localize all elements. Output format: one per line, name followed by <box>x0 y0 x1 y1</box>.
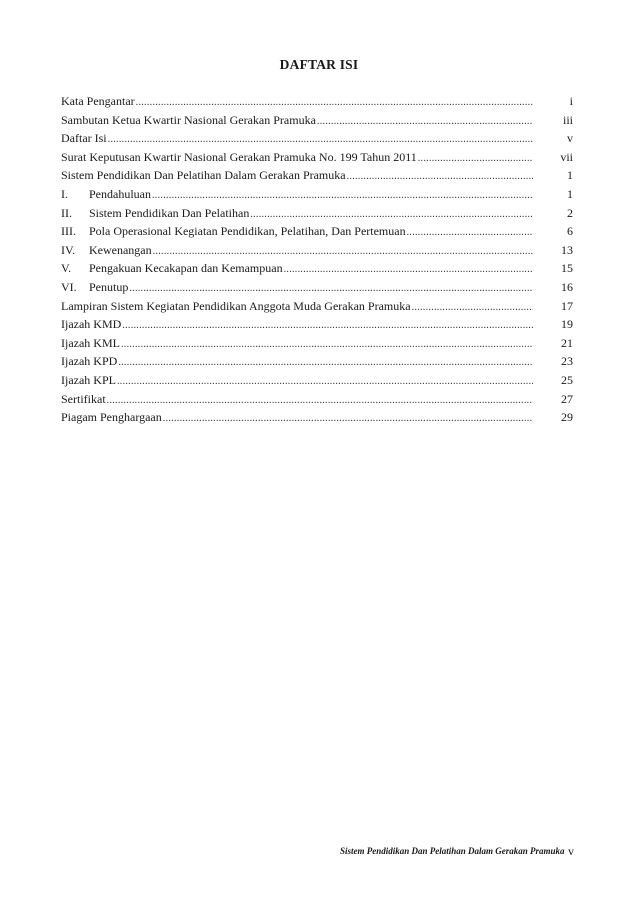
toc-dot-leader <box>163 410 533 429</box>
toc-dot-leader <box>418 150 533 169</box>
toc-dot-leader <box>284 261 533 280</box>
toc-entry <box>61 129 573 148</box>
toc-entry <box>61 334 573 353</box>
toc-entry-label: Kata Pengantar <box>61 94 135 108</box>
toc-entry <box>61 278 573 297</box>
footer-page-number: v <box>568 844 574 858</box>
toc-entry-label: Sambutan Ketua Kwartir Nasional Gerakan Pramuka <box>61 112 316 127</box>
toc-entry <box>61 111 573 130</box>
toc-entry-label: Lampiran Sistem Kegiatan Pendidikan Anggota Muda Gerakan Pramuka <box>61 298 411 313</box>
toc-dot-leader <box>412 299 533 318</box>
toc-entry <box>61 241 573 260</box>
toc-entry-page: 1 <box>567 186 573 201</box>
footer-book-title: Sistem Pendidikan Dan Pelatihan Dalam Gerakan Pramuka <box>340 846 565 856</box>
toc-entry-label: Pengakuan Kecakapan dan Kemampuan <box>89 261 283 276</box>
toc-entry <box>61 204 573 223</box>
toc-dot-leader <box>107 392 533 411</box>
toc-entry-label: Ijazah KMD <box>61 317 122 332</box>
toc-dot-leader <box>118 354 533 373</box>
toc-entry-number: II. <box>61 205 72 220</box>
toc-entry-label: Ijazah KPL <box>61 372 116 387</box>
toc-entry <box>61 371 573 390</box>
toc-entry <box>61 408 573 427</box>
toc-entry-number: III. <box>61 224 76 239</box>
toc-dot-leader <box>347 168 533 187</box>
toc-entry-label: Sistem Pendidikan Dan Pelatihan <box>89 205 250 220</box>
toc-entry-label: Daftar Isi <box>61 131 107 146</box>
toc-entry-page: 29 <box>561 410 573 425</box>
toc-entry-page: 13 <box>561 242 573 257</box>
table-of-contents <box>61 92 573 427</box>
toc-entry-page: 21 <box>561 335 573 350</box>
toc-entry-page: 1 <box>567 168 573 183</box>
toc-entry-number: VI. <box>61 279 77 294</box>
toc-entry-number: I. <box>61 186 68 201</box>
page-title: DAFTAR ISI <box>279 57 359 72</box>
toc-entry-page: 15 <box>561 261 573 276</box>
toc-dot-leader <box>317 113 533 132</box>
toc-entry-label: Pola Operasional Kegiatan Pendidikan, Pelatihan, Dan Pertemuan <box>89 224 406 239</box>
toc-entry-page: 27 <box>561 391 573 406</box>
toc-entry-page: 25 <box>561 372 573 387</box>
toc-entry-page: 23 <box>561 354 573 369</box>
toc-entry-label: Kewenangan <box>89 242 152 257</box>
toc-entry <box>61 297 573 316</box>
toc-entry <box>61 315 573 334</box>
toc-entry-label: Ijazah KPD <box>61 354 118 369</box>
toc-entry-label: Pendahuluan <box>89 186 151 201</box>
toc-entry <box>61 352 573 371</box>
toc-entry-label: Sistem Pendidikan Dan Pelatihan Dalam Gerakan Pramuka <box>61 168 346 183</box>
toc-entry-page: 16 <box>561 279 573 294</box>
toc-entry <box>61 390 573 409</box>
toc-dot-leader <box>117 373 533 392</box>
toc-entry-page: 17 <box>561 298 573 313</box>
toc-entry-label: Sertifikat <box>61 391 106 406</box>
toc-entry <box>61 148 573 167</box>
toc-entry-label: Penutup <box>89 279 129 294</box>
toc-entry-page: 19 <box>561 317 573 332</box>
toc-dot-leader <box>121 336 533 355</box>
toc-entry-page: iii <box>562 112 573 127</box>
toc-entry-page: v <box>567 131 573 146</box>
toc-entry-number: V. <box>61 261 72 276</box>
toc-entry-number: IV. <box>61 242 76 257</box>
toc-entry-page: 2 <box>567 205 573 220</box>
toc-entry-page: 6 <box>567 224 573 239</box>
toc-entry <box>61 185 573 204</box>
toc-dot-leader <box>122 317 533 336</box>
toc-entry-label: Ijazah KML <box>61 335 120 350</box>
toc-entry <box>61 92 573 111</box>
toc-entry <box>61 259 573 278</box>
toc-entry-page: i <box>569 94 573 108</box>
toc-dot-leader <box>407 224 533 243</box>
toc-entry-page: vii <box>560 149 573 164</box>
toc-entry-label: Surat Keputusan Kwartir Nasional Gerakan Pramuka No. 199 Tahun 2011 <box>61 149 417 164</box>
toc-entry-label: Piagam Penghargaan <box>61 410 162 425</box>
toc-entry <box>61 166 573 185</box>
toc-entry <box>61 222 573 241</box>
